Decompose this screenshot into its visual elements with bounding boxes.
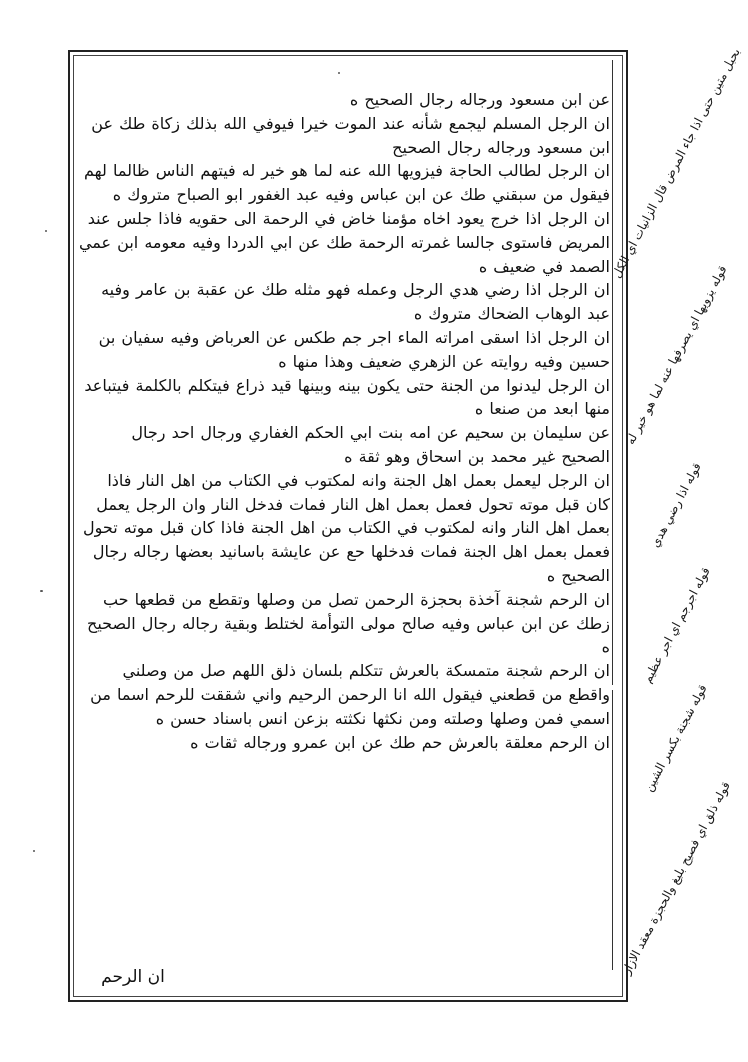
hadith-entry: ان الرجل لطالب الحاجة فيزويها الله عنه لما هو خير له فيتهم الناس ظالما لهم فيقول من سبقني طك عن ابن عباس وفيه عبد الغفور ابو الصباح متروك ه [84, 161, 610, 205]
hadith-entry: عن ابن مسعود ورجاله رجال الصحيح ه [349, 90, 610, 109]
margin-note [609, 45, 743, 280]
hadith-entry: ان الرحم معلقة بالعرش حم طك عن ابن عمرو ورجاله ثقات ه [190, 732, 610, 752]
ink-speck [45, 230, 47, 232]
margin-note-text: بحبل متين حتى اذا جاء المرض قال الزانيات اي الكل [609, 45, 743, 280]
margin-note-text: قوله اذا رضي هدي [647, 460, 705, 550]
ink-speck [40, 590, 43, 592]
margin-note-text: قوله يزويها اي يصرفها عنه لما هو خير له [622, 263, 730, 447]
margin-note [612, 565, 740, 685]
hadith-entry: ان الرجل اذا خرج يعود اخاه مؤمنا خاض في الرحمة الى حقويه فاذا جلس عند المريض فاستوى جالسا غمرته الرحمة طك عن ابي الدردا وفيه معومه ابن عمي الصمد في ضعيف ه [78, 208, 610, 276]
hadith-entry: ان الرجل ليدنوا من الجنة حتى يكون بينه وبينها قيد ذراع فيتكلم بالكلمة فيتباعد منها ابعد من صنعا ه [84, 375, 610, 419]
catchword: ان الرحم [101, 967, 165, 987]
hadith-entry: ان الرحم شجنة متمسكة بالعرش تتكلم بلسان ذلق اللهم صل من وصلني واقطع من قطعني فيقول الله انا الرحمن الرحيم واني شققت للرحم اسما من اسمي فمن وصلها وصلته ومن نكثها نكثته بزعن انس باسناد حسن ه [90, 661, 610, 728]
hadith-entry: ان الرحم شجنة آخذة بحجزة الرحمن تصل من وصلها وتقطع من قطعها حب زطك عن ابن عباس وفيه صالح مولى التوأمة لختلط وبقية رجاله رجال الصحيح ه [87, 589, 610, 657]
margin-note [612, 445, 740, 565]
margin-note [612, 778, 740, 977]
main-text-block [76, 88, 612, 968]
margin-note-text: قوله اجرجم اي اجر عظيم [639, 564, 713, 686]
ink-speck [33, 850, 35, 852]
margin-note-text: قوله ذلق اي فصيح بليغ والحجزة معقد الازار [619, 778, 733, 977]
hadith-entry: ان الرجل المسلم ليجمع شأنه عند الموت خيرا فيوفي الله بذلك زكاة طك عن ابن مسعود ورجاله رجال الصحيح [91, 113, 610, 157]
margin-note [612, 681, 740, 794]
hadith-entry: ان الرجل اذا اسقى امراته الماء اجر جم طكس عن العرباض وفيه سفيان بن حسين وفيه روايته عن الزهري ضعيف وهذا منها ه [98, 327, 610, 371]
hadith-entry: ان الرجل ليعمل بعمل اهل الجنة وانه لمكتوب في الكتاب من اهل النار فاذا كان قبل موته تحول فعمل بعمل اهل النار فمات فدخل النار وان الرجل يعمل بعمل اهل النار وانه لمكتوب في الكتاب من اهل الجنة فاذا كان قبل موته تحول فعمل بعمل اهل الجنة فمات فدخلها حع عن عايشة باسانيد بعضها رجاله رجال الصحيح ه [83, 470, 610, 585]
ink-speck [338, 72, 340, 74]
margin-note [612, 265, 740, 445]
hadith-entry: ان الرجل اذا رضي هدي الرجل وعمله فهو مثله طك عن عقبة بن عامر وفيه عبد الوهاب الضحاك متروك ه [101, 280, 610, 324]
margin-note-text: قوله شجنة بكسر الشين [641, 681, 711, 794]
hadith-entry: عن سليمان بن سحيم عن امه بنت ابي الحكم الغفاري ورجال احد رجال الصحيح غير محمد بن اسحاق وهو ثقة ه [131, 423, 610, 466]
